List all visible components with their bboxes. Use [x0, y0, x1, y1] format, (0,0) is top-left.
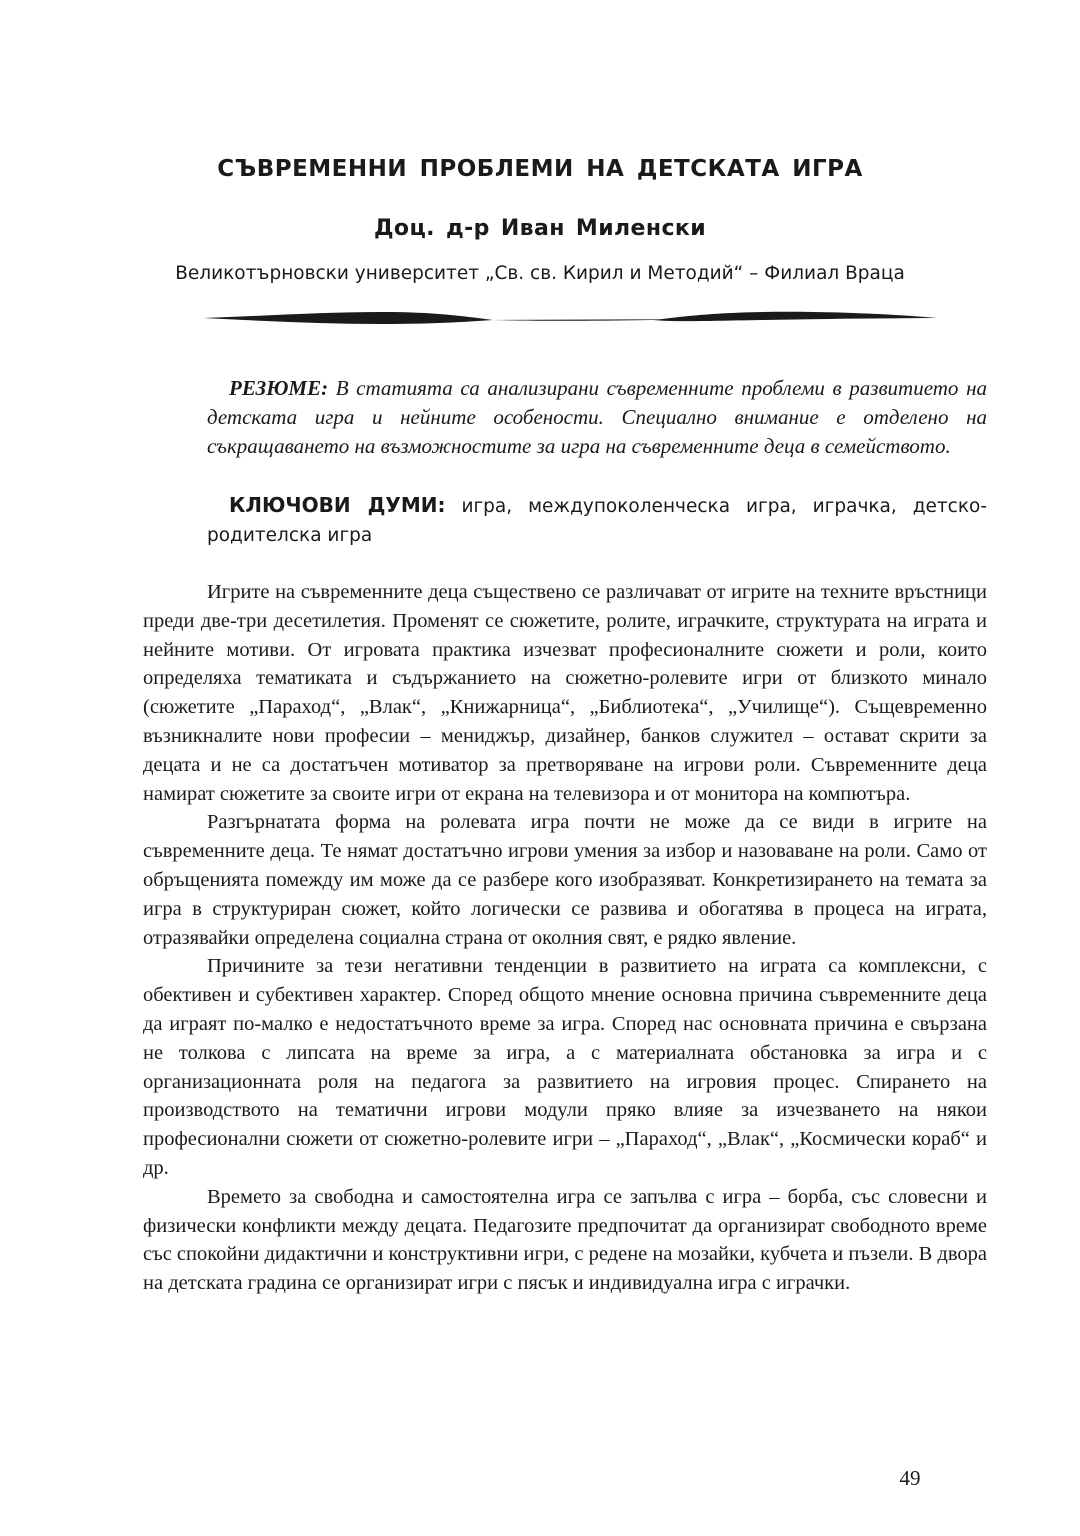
abstract-label: РЕЗЮМЕ: [229, 376, 329, 400]
page-number: 49 [899, 1466, 921, 1490]
body-paragraph: Разгърнатата форма на ролевата игра почти не може да се види в игрите на съвременните деца. Те нямат достатъчно игрови умения за избор и назоваване на роли. Само от обръщенията помежду им може да се разбере кого изобразяват. Конкретизирането на темата за игра в структуриран сюжет, който логически се развива и обогатява в процеса на играта, отразявайки определена социална страна от околния свят, е рядко явление. [143, 811, 987, 949]
author-affiliation: Великотърновски университет „Св. св. Кирил и Методий“ – Филиал Враца [175, 263, 905, 284]
keywords [207, 491, 987, 550]
keywords-text: игра, междупоколенческа игра, играчка, детско-родителска игра [207, 496, 987, 546]
body-paragraph: Игрите на съвременните деца съществено се различават от игрите на техните връстници преди две-три десетилетия. Променят се сюжетите, ролите, играчките, структурата на играта и нейните мотиви. От игровата практика изчезват професионалните сюжети и роли, които определяха тематиката и съдържанието на сюжетно-ролевите игри от близкото минало (сюжетите „Параход“, „Влак“, „Книжарница“, „Библиотека“, „Училище“). Същевременно възникналите нови професии – мениджър, дизайнер, банков служител – остават скрити за децата и не са достатъчен мотиватор за претворяване на игрови роли. Съвременните деца намират сюжетите за своите игри от екрана на телевизора и от монитора на компютъра. [143, 581, 987, 805]
author-name: Доц. д-р Иван Миленски [373, 216, 707, 241]
abstract-text: В статията са анализирани съвременните проблеми в развитието на детската игра и нейните особености. Специално внимание е отделено на съкращаването на възможностите за игра на съвременните деца в семейството. [207, 376, 987, 458]
body-paragraph: Причините за тези негативни тенденции в развитието на играта са комплексни, с обективен и субективен характер. Според общото мнение основна причина съвременните деца да играят по-малко е недостатъчното време за игра. Според нас основната причина е свързана не толкова с липсата на време за игра, а с материалната обстановка за игра и с организационната роля на педагога за развитието на игровия процес. Спирането на производството на тематични игрови модули пряко влияе за изчезването на някои професионални сюжети от сюжетно-ролевите игри – „Параход“, „Влак“, „Космически кораб“ и др. [143, 955, 987, 1179]
paper-title: СЪВРЕМЕННИ ПРОБЛЕМИ НА ДЕТСКАТА ИГРА [217, 156, 863, 182]
keywords-label: КЛЮЧОВИ ДУМИ: [229, 493, 446, 517]
body-text [143, 578, 987, 1298]
abstract [207, 374, 987, 461]
body-paragraph: Времето за свободна и самостоятелна игра се запълва с игра – борба, със словесни и физически конфликти между децата. Педагозите предпочитат да организират свободното време със спокойни дидактични и конструктивни игри, с редене на мозайки, кубчета и пъзели. В двора на детската градина се организират игри с пясък и индивидуална игра с играчки. [143, 1185, 987, 1295]
ornamental-divider [203, 308, 937, 328]
